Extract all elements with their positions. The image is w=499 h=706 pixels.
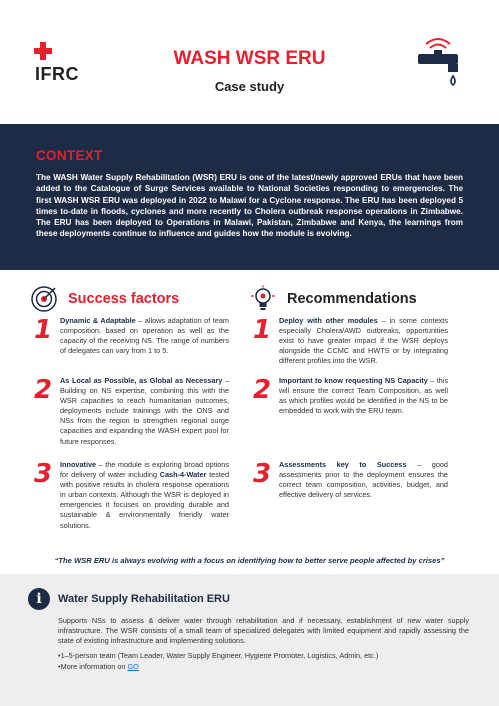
page-subtitle: Case study — [214, 79, 285, 94]
info-header — [28, 588, 469, 610]
water-tap-icon — [412, 32, 464, 92]
item-text — [279, 376, 448, 416]
item-number: 1 — [34, 315, 53, 345]
list-item-text: More information on — [60, 662, 128, 671]
item-body: – good assessments prior to the deployment ensures the correct team composition, activities, budget, and effective delivery of services. — [279, 460, 448, 500]
item-text — [60, 376, 229, 447]
list-item — [58, 661, 469, 672]
context-heading: CONTEXT — [36, 148, 103, 163]
page-header — [0, 0, 499, 124]
item-number: 2 — [253, 375, 272, 405]
item-highlight: Cash-4-Water — [159, 470, 207, 480]
item-text — [279, 316, 448, 366]
info-icon: i — [28, 588, 50, 610]
item-body: – Building on NS expertise, combining this with the WSR capacities to reach humanitarian outcomes, deployments include trainings with the ONS and NSs from the region to strengthen regional surge capacities and expanding the WASH expert pool for future responses. — [60, 376, 230, 446]
item-title: As Local as Possible, as Global as Necessary — [60, 376, 223, 385]
list-item: • 1–5-person team (Team Leader, Water Supply Engineer, Hygiene Promoter, Logistics, Admin, etc.) — [58, 650, 469, 661]
item-number: 3 — [253, 459, 272, 489]
info-heading: Water Supply Rehabilitation ERU — [58, 593, 230, 605]
target-icon — [30, 285, 58, 313]
context-body: The WASH Water Supply Rehabilitation (WSR) ERU is one of the latest/newly approved ERUs that have been added to the Catalogue of Surge Services available to National Societies responding to emergencies. The first WASH WSR ERU was deployed in 2022 to Malawi for a Cyclone response. The ERU has been deployed 5 times to-date in floods, cyclones and more recently to Cholera outbreak response operations in Zimbabwe. The ERU has been deployed to Operations in Malawi, Pakistan, Zimbabwe and Kenya, the learnings from these deployments continue to influence and guides how the module is evolving. — [36, 173, 463, 239]
item-number: 3 — [34, 459, 53, 489]
info-body: Supports NSs to assess & deliver water through rehabilitation and if necessary, establishment of new water supply infrastructure. The WSR consists of a small team of specialized delegates with limited equipment and rapidly assessing the state of existing infrastructure and implementing solutions. — [58, 616, 469, 645]
item-text — [279, 460, 448, 500]
item-number: 1 — [253, 315, 272, 345]
item-body: – in some contexts especially Cholera/AWD outbreaks, opportunities exist to have greater impact if the WSR deploys alongside the CCMC and HWTS or by integrating different profiles into the WSR. — [279, 316, 448, 366]
item-body: tested with positive results in cholera response operations in urban contexts. Although the WSR is deployed in emergencies it focuses on providing durable and sustainable & environmentally friendly water solutions. — [60, 470, 230, 530]
info-panel — [0, 574, 499, 706]
go-link[interactable]: GO — [127, 662, 139, 671]
item-body: – the module is exploring broad options for delivery of water including — [60, 460, 229, 480]
recommendations-header — [249, 285, 417, 313]
success-factor-item — [34, 376, 229, 447]
item-title: Dynamic & Adaptable — [60, 316, 136, 325]
item-body: – this will ensure the correct Team Composition, as well as which profiles would be identified in the NS to be embedded to work with the ERU team. — [279, 376, 449, 416]
item-title: Important to know requesting NS Capacity — [279, 376, 428, 385]
success-factors-header — [30, 285, 179, 313]
lightbulb-icon — [249, 285, 277, 313]
item-number: 2 — [34, 375, 53, 405]
success-factor-item — [34, 460, 229, 531]
pull-quote: “The WSR ERU is always evolving with a focus on identifying how to better serve people affected by crises” — [54, 556, 445, 565]
recommendation-item — [253, 460, 448, 500]
logo-text: IFRC — [35, 64, 79, 84]
info-list — [28, 650, 469, 672]
success-factor-item — [34, 316, 229, 356]
item-body: – allows adaptation of team composition, based on operation as well as the capacity of the receiving NS. The range of numbers of delegates can vary from 1 to 5. — [60, 316, 229, 356]
item-title: Deploy with other modules — [279, 316, 378, 325]
page-title: WASH WSR ERU — [173, 48, 326, 69]
item-title: Innovative — [60, 460, 97, 469]
recommendations-heading: Recommendations — [287, 291, 417, 307]
context-section — [0, 124, 499, 270]
recommendation-item — [253, 376, 448, 416]
recommendation-item — [253, 316, 448, 366]
item-text — [60, 316, 229, 356]
item-text — [60, 460, 229, 531]
item-title: Assessments key to Success — [279, 460, 407, 469]
success-factors-heading: Success factors — [68, 291, 180, 307]
